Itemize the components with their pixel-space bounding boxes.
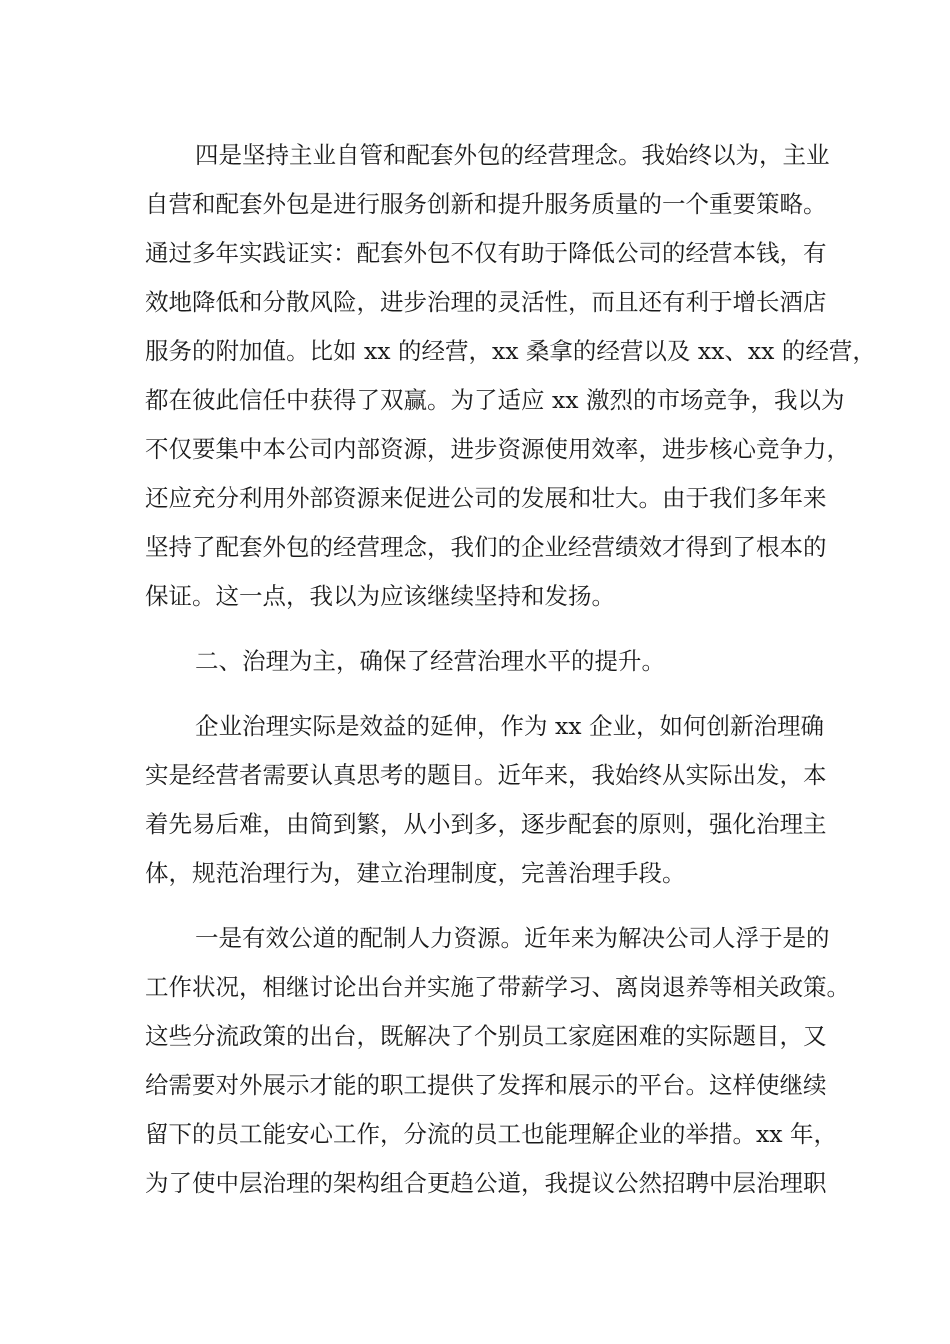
text-line: 一是有效公道的配制人力资源。近年来为解决公司人浮于是的 [195, 924, 830, 952]
text-line: 给需要对外展示才能的职工提供了发挥和展示的平台。这样使继续 [145, 1071, 827, 1099]
text-line: 着先易后难，由简到繁，从小到多，逐步配套的原则，强化治理主 [145, 810, 827, 838]
section-heading [145, 640, 817, 689]
text-line: 保证。这一点，我以为应该继续坚持和发扬。 [145, 582, 615, 610]
text-line: 企业治理实际是效益的延伸，作为 xx 企业，如何创新治理确 [195, 712, 824, 740]
text-line: 二、治理为主，确保了经营治理水平的提升。 [195, 647, 665, 675]
text-line: 留下的员工能安心工作，分流的员工也能理解企业的举措。xx 年， [145, 1120, 837, 1148]
text-line: 这些分流政策的出台，既解决了个别员工家庭困难的实际题目，又 [145, 1022, 827, 1050]
text-line: 四是坚持主业自管和配套外包的经营理念。我始终以为，主业 [195, 141, 830, 169]
text-line: 工作状况，相继讨论出台并实施了带薪学习、离岗退养等相关政策。 [145, 973, 850, 1001]
paragraph [145, 134, 876, 624]
text-line: 还应充分利用外部资源来促进公司的发展和壮大。由于我们多年来 [145, 484, 827, 512]
text-line: 实是经营者需要认真思考的题目。近年来，我始终从实际出发，本 [145, 761, 827, 789]
text-line: 自营和配套外包是进行服务创新和提升服务质量的一个重要策略。 [145, 190, 827, 218]
text-line: 通过多年实践证实：配套外包不仅有助于降低公司的经营本钱，有 [145, 239, 827, 267]
text-line: 服务的附加值。比如 xx 的经营，xx 桑拿的经营以及 xx、xx 的经营， [145, 337, 876, 365]
text-line: 体，规范治理行为，建立治理制度，完善治理手段。 [145, 859, 686, 887]
document-page [145, 134, 876, 1227]
text-line: 都在彼此信任中获得了双赢。为了适应 xx 激烈的市场竞争，我以为 [145, 386, 845, 414]
text-line: 效地降低和分散风险，进步治理的灵活性，而且还有利于增长酒店 [145, 288, 827, 316]
text-line: 坚持了配套外包的经营理念，我们的企业经营绩效才得到了根本的 [145, 533, 827, 561]
text-line: 为了使中层治理的架构组合更趋公道，我提议公然招聘中层治理职 [145, 1169, 827, 1197]
text-line: 不仅要集中本公司内部资源，进步资源使用效率，进步核心竞争力， [145, 435, 850, 463]
paragraph [145, 705, 827, 901]
paragraph [145, 917, 850, 1211]
